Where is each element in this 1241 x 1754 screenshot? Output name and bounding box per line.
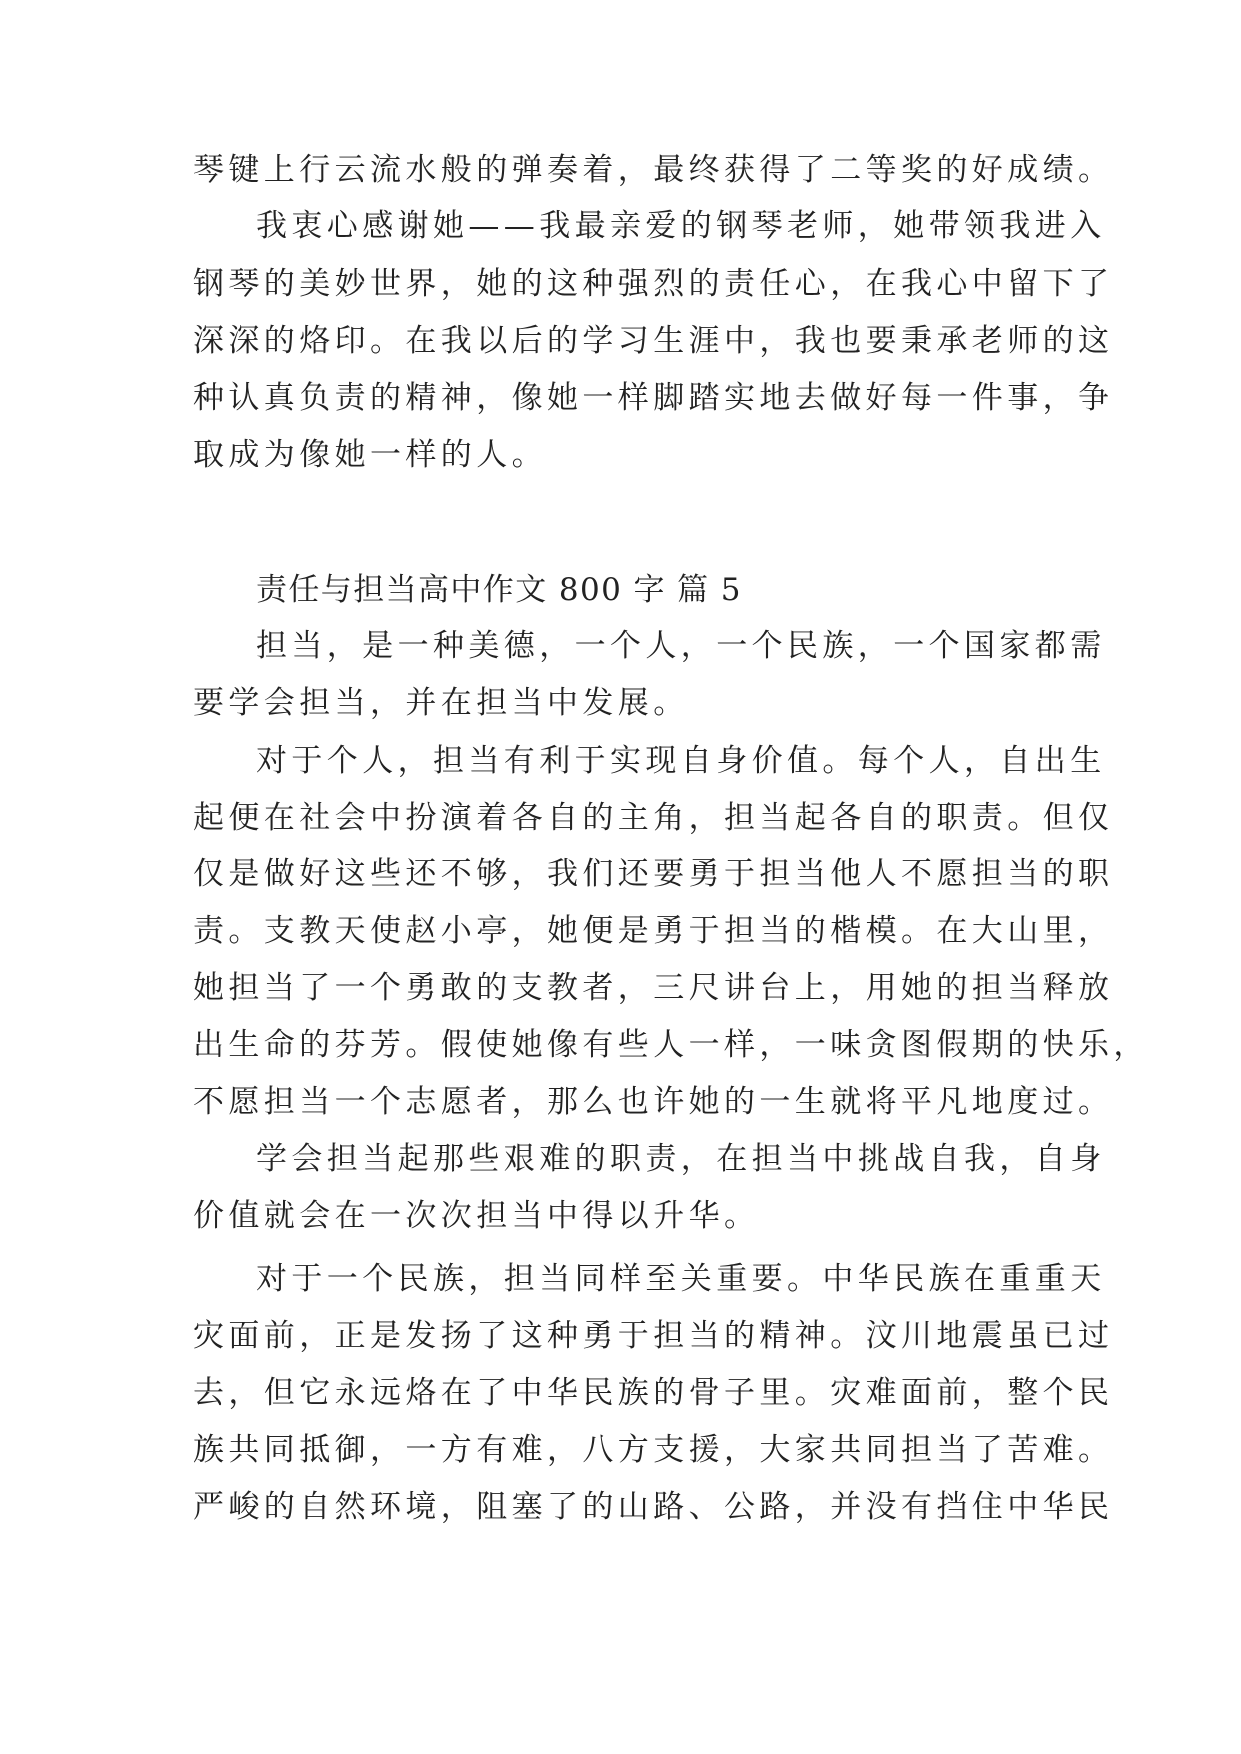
paragraph-line: 琴键上行云流水般的弹奏着，最终获得了二等奖的好成绩。 xyxy=(193,152,1114,188)
paragraph-line: 严峻的自然环境，阻塞了的山路、公路，并没有挡住中华民 xyxy=(193,1489,1114,1525)
paragraph-line: 去，但它永远烙在了中华民族的骨子里。灾难面前，整个民 xyxy=(193,1375,1114,1411)
paragraph-line: 我衷心感谢她——我最亲爱的钢琴老师，她带领我进入 xyxy=(256,208,1106,244)
paragraph-line: 要学会担当，并在担当中发展。 xyxy=(193,685,689,721)
section-heading: 责任与担当高中作文 800 字 篇 5 xyxy=(256,572,742,608)
paragraph-line: 不愿担当一个志愿者，那么也许她的一生就将平凡地度过。 xyxy=(193,1084,1114,1120)
paragraph-line: 种认真负责的精神，像她一样脚踏实地去做好每一件事，争 xyxy=(193,380,1114,416)
paragraph-line: 担当，是一种美德，一个人，一个民族，一个国家都需 xyxy=(256,628,1106,664)
paragraph-line: 起便在社会中扮演着各自的主角，担当起各自的职责。但仅 xyxy=(193,800,1114,836)
paragraph-line: 价值就会在一次次担当中得以升华。 xyxy=(193,1198,760,1234)
paragraph-line: 责。支教天使赵小亭，她便是勇于担当的楷模。在大山里， xyxy=(193,913,1114,949)
paragraph-line: 她担当了一个勇敢的支教者，三尺讲台上，用她的担当释放 xyxy=(193,970,1114,1006)
paragraph-line: 取成为像她一样的人。 xyxy=(193,437,547,473)
paragraph-line: 出生命的芬芳。假使她像有些人一样，一味贪图假期的快乐， xyxy=(193,1027,1149,1063)
paragraph-line: 对于个人，担当有利于实现自身价值。每个人，自出生 xyxy=(256,743,1106,779)
paragraph-line: 灾面前，正是发扬了这种勇于担当的精神。汶川地震虽已过 xyxy=(193,1318,1114,1354)
paragraph-line: 学会担当起那些艰难的职责，在担当中挑战自我，自身 xyxy=(256,1141,1106,1177)
paragraph-line: 钢琴的美妙世界，她的这种强烈的责任心，在我心中留下了 xyxy=(193,266,1114,302)
paragraph-line: 仅是做好这些还不够，我们还要勇于担当他人不愿担当的职 xyxy=(193,856,1114,892)
paragraph-line: 对于一个民族，担当同样至关重要。中华民族在重重天 xyxy=(256,1261,1106,1297)
paragraph-line: 深深的烙印。在我以后的学习生涯中，我也要秉承老师的这 xyxy=(193,323,1114,359)
paragraph-line: 族共同抵御，一方有难，八方支援，大家共同担当了苦难。 xyxy=(193,1432,1114,1468)
